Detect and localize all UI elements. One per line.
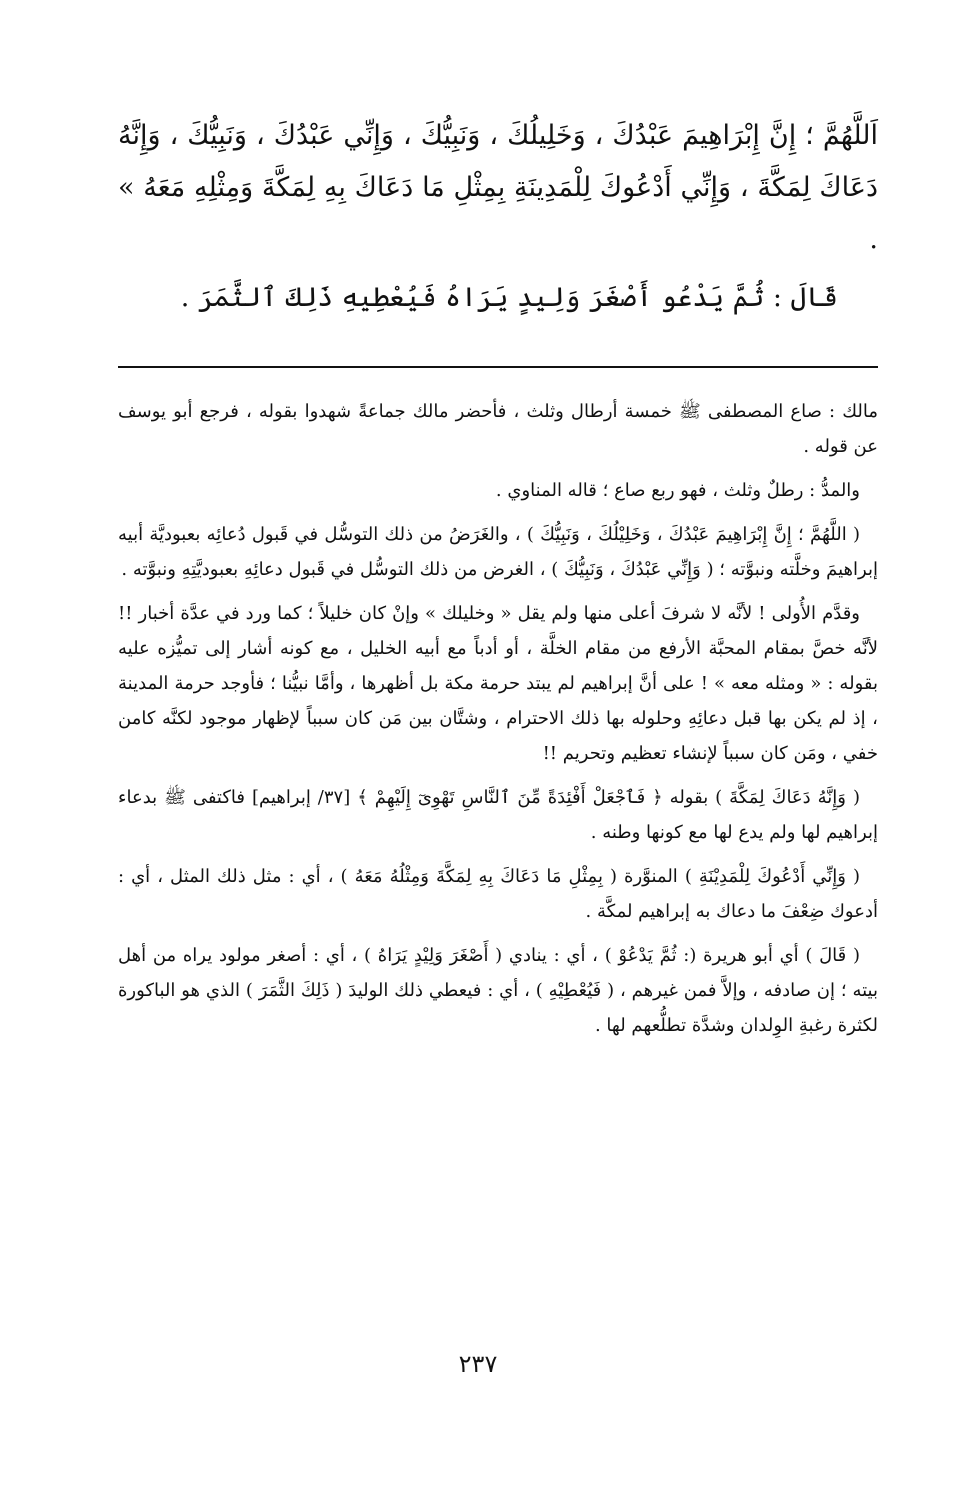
- commentary: [118, 394, 878, 1043]
- hadith-narration: قَالَ : ثُمَّ يَدْعُو أَصْغَرَ وَلِيدٍ يَرَاهُ فَيُعْطِيهِ ذَلِكَ ٱلثَّمَرَ .: [180, 282, 838, 313]
- commentary-paragraph: والمدُّ : رطلٌ وثلث ، فهو ربع صاع ؛ قاله المناوي .: [495, 480, 860, 501]
- commentary-paragraph: ( وَإِنَّهُ دَعَاكَ لِمَكَّةَ ) بقوله ﴿ فَٱجْعَلْ أَفْئِدَةً مِّنَ ٱلنَّاسِ تَهْوِىٓ إِلَيْهِمْ ﴾ [٣٧/ إبراهيم] فاكتفى ﷺ بدعاء إبراهيم لها ولم يدع لها مع كونها وطنه .: [118, 787, 878, 843]
- commentary-paragraph: مالك : صاع المصطفى ﷺ خمسة أرطال وثلث ، فأحضر مالك جماعةً شهدوا بقوله ، فرجع أبو يوسف عن قوله .: [118, 401, 878, 457]
- commentary-paragraph: وقدَّم الأُولى ! لأنَّه لا شرفَ أعلى منها ولم يقل « وخليلك » وإنْ كان خليلاً ؛ كما ورد في عدَّة أخبار !! لأنَّه خصَّ بمقام المحبَّة الأرفع من مقام الخلَّة ، أو أدباً مع أبيه الخليل ، مع كونه أشار إلى تميُّزه عليه بقوله : « ومثله معه » ! على أنَّ إبراهيم لم يبتد حرمة مكة بل أظهرها ، وأمَّا نبيُّنا ؛ فأوجد حرمة المدينة ، إذ لم يكن بها قبل دعائِهِ وحلوله بها ذلك الاحترام ، وشتَّان بين مَن كان سبباً لإظهار موجود لكنَّه كامن خفي ، ومَن كان سبباً لإنشاء تعظيم وتحريم !!: [118, 603, 878, 764]
- commentary-paragraph: ( وَإِنِّي أَدْعُوكَ لِلْمَدِيْنَةِ ) المنوَّرة ( بِمِثْلِ مَا دَعَاكَ بِهِ لِمَكَّةَ وَمِثْلُهُ مَعَهُ ) ، أي : مثل ذلك المثل ، أي : أدعوك ضِعْفَ ما دعاك به إبراهيم لمكَّة .: [118, 866, 878, 922]
- hadith-text: [118, 110, 878, 324]
- footnote-separator: [118, 366, 878, 368]
- page-content: [118, 110, 878, 1052]
- commentary-paragraph: ( قَالَ ) أي أبو هريرة (: ثُمَّ يَدْعُوْ ) ، أي : ينادي ( أَصْغَرَ وَلِيْدٍ يَرَاهُ ) ، أي : أصغر مولود يراه من أهل بيته ؛ إن صادفه ، وإلاَّ فمن غيرهم ، ( فَيُعْطِيْهِ ) ، أي : فيعطي ذلك الوليدَ ( ذَلِكَ الثَّمَرَ ) الذي هو الباكورة لكثرة رغبةِ الوِلدان وشدَّة تطلُّعهم لها .: [118, 945, 878, 1036]
- hadith-prayer: اَللَّهُمَّ ؛ إِنَّ إِبْرَاهِيمَ عَبْدُكَ ، وَخَلِيلُكَ ، وَنَبِيُّكَ ، وَإِنِّي عَبْدُكَ ، وَنَبِيُّكَ ، وَإِنَّهُ دَعَاكَ لِمَكَّةَ ، وَإِنِّي أَدْعُوكَ لِلْمَدِينَةِ بِمِثْلِ مَا دَعَاكَ بِهِ لِمَكَّةَ وَمِثْلِهِ مَعَهُ » .: [118, 120, 878, 255]
- commentary-paragraph: ( اللَّهُمَّ ؛ إِنَّ إِبْرَاهِيمَ عَبْدُكَ ، وَخَلِيْلُكَ ، وَنَبِيُّكَ ) ، والغَرَضُ من ذلك التوسُّل في قَبول دُعائِه بعبوديَّة أبيه إبراهيمَ وخلَّته ونبوَّته ؛ ( وَإِنِّي عَبْدُكَ ، وَنَبِيُّكَ ) ، الغرض من ذلك التوسُّل في قَبول دعائِهِ بعبوديَّتِهِ ونبوَّته .: [118, 524, 878, 580]
- page-number: ٢٣٧: [458, 1350, 498, 1378]
